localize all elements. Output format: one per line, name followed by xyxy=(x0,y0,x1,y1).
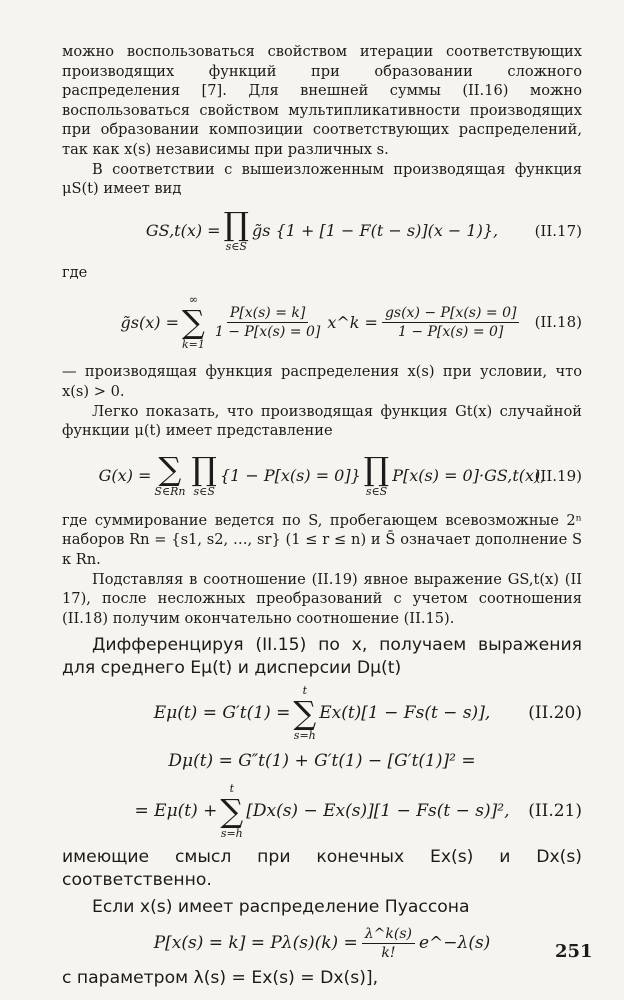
eq21-lhs: = Eμ(t) + xyxy=(134,801,218,822)
eq19-prod2-lower: s∈S̄ xyxy=(365,485,388,499)
eq18-fraction-1: $\frac{P[x(s) = k]}{1 - P[x(s) = 0]}$ xyxy=(214,304,321,340)
eq19-sum-lower: S∈Rn xyxy=(154,485,186,499)
eq17-lhs: GS,t(x) = xyxy=(145,221,221,241)
product-operator: ∏ s∈S xyxy=(191,450,217,499)
paragraph-5: где суммирование ведется по S, пробегающем всевозможные 2ⁿ наборов Rn = {s1, s2, …, sr} (1 ≤ r ≤ n) и S̄ означает дополнение S к Rn. xyxy=(62,511,582,568)
eq22-lhs: P[x(s) = k] = Pλ(s)(k) = xyxy=(153,933,358,954)
equation-II-21-line-1 xyxy=(62,746,582,776)
equation-II-21 xyxy=(62,776,582,846)
paragraph-4: Легко показать, что производящая функция Gt(x) случайной функции μ(t) имеет представление xyxy=(62,402,582,440)
paragraph-1: можно воспользоваться свойством итерации соответствующих производящих функций при образовании сложного распределения [7]. Для внешней суммы (II.16) можно воспользоваться свойством мультипликативности производящих при образовании композиции соответствующих распределений, так как x(s) независимы при различных s. xyxy=(62,43,582,158)
paragraph-7: Дифференцируя (II.15) по x, получаем выражения для среднего Eμ(t) и дисперсии Dμ(t) xyxy=(62,635,582,679)
eq21-rhs: [Dx(s) − Ex(s)][1 − Fs(t − s)]², xyxy=(246,801,510,822)
eq18-sum-lower: k=1 xyxy=(182,338,205,352)
page-number: 251 xyxy=(555,941,593,962)
sum-operator: t ∑ s=h xyxy=(220,782,244,841)
eq19-rhs: P[x(s) = 0]·GS,t(x), xyxy=(392,466,546,486)
eq18-sum-upper: ∞ xyxy=(188,293,199,307)
eq19-number: (II.19) xyxy=(534,466,582,485)
eq19-prod1-lower: s∈S xyxy=(193,485,215,499)
eq22-rhs: e^−λ(s) xyxy=(419,933,491,954)
paragraph-10: с параметром λ(s) = Ex(s) = Dx(s)], xyxy=(62,968,379,989)
eq17-number: (II.17) xyxy=(534,221,582,240)
equation-II-20 xyxy=(62,680,582,746)
equation-II-19 xyxy=(62,441,582,511)
eq19-lhs: G(x) = xyxy=(98,466,152,486)
eq21-sum-lower: s=h xyxy=(220,827,243,841)
product-operator: ∏ s∈S̄ xyxy=(363,450,390,499)
eq21-sum-upper: t xyxy=(229,782,234,796)
equation-poisson xyxy=(62,919,582,967)
eq18-mid: x^k = xyxy=(327,312,378,332)
paragraph-2: В соответствии с вышеизложенным производящая функция μS(t) имеет вид xyxy=(62,160,582,198)
eq20-number: (II.20) xyxy=(528,703,582,724)
eq18-number: (II.18) xyxy=(534,313,582,332)
paragraph-8: имеющие смысл при конечных Ex(s) и Dx(s) соответственно. xyxy=(62,847,582,891)
eq22-fraction: $\frac{\lambda\^{}k(s)}{k!}$ xyxy=(362,926,415,961)
paragraph-9: Если x(s) имеет распределение Пуассона xyxy=(92,897,470,918)
sum-operator: t ∑ s=h xyxy=(293,684,317,743)
sum-operator: ∞ ∑ k=1 xyxy=(182,293,205,352)
where-label: где xyxy=(62,263,88,281)
equation-II-17 xyxy=(62,199,582,263)
page-content xyxy=(62,42,582,990)
eq20-sum-upper: t xyxy=(302,684,307,698)
paragraph-6: Подставляя в соотношение (II.19) явное выражение GS,t(x) (II 17), после несложных преобразований с учетом соотношения (II.18) получим окончательно соотношение (II.15). xyxy=(62,570,582,627)
eq18-lhs: g̃s(x) = xyxy=(120,312,179,332)
eq18-fraction-2: $\frac{gs(x) - P[x(s) = 0]}{1 - P[x(s) = 0]}$ xyxy=(382,305,519,340)
eq20-rhs: Ex(t)[1 − Fs(t − s)], xyxy=(319,703,491,724)
eq20-sum-lower: s=h xyxy=(293,729,316,743)
paragraph-3: — производящая функция распределения x(s) при условии, что x(s) > 0. xyxy=(62,363,582,400)
eq17-prod-limit: s∈S xyxy=(225,240,247,254)
eq20-lhs: Eμ(t) = G′t(1) = xyxy=(153,703,291,724)
eq19-mid: {1 − P[x(s) = 0]} xyxy=(219,466,361,486)
eq21-line-1: Dμ(t) = G″t(1) + G′t(1) − [G′t(1)]² = xyxy=(168,751,476,772)
equation-II-18 xyxy=(62,282,582,362)
sum-operator: ∑ S∈Rn xyxy=(154,450,186,499)
product-operator: ∏ s∈S xyxy=(223,205,250,254)
eq21-number: (II.21) xyxy=(528,801,582,822)
eq17-body: g̃s {1 + [1 − F(t − s)](x − 1)}, xyxy=(252,221,499,241)
